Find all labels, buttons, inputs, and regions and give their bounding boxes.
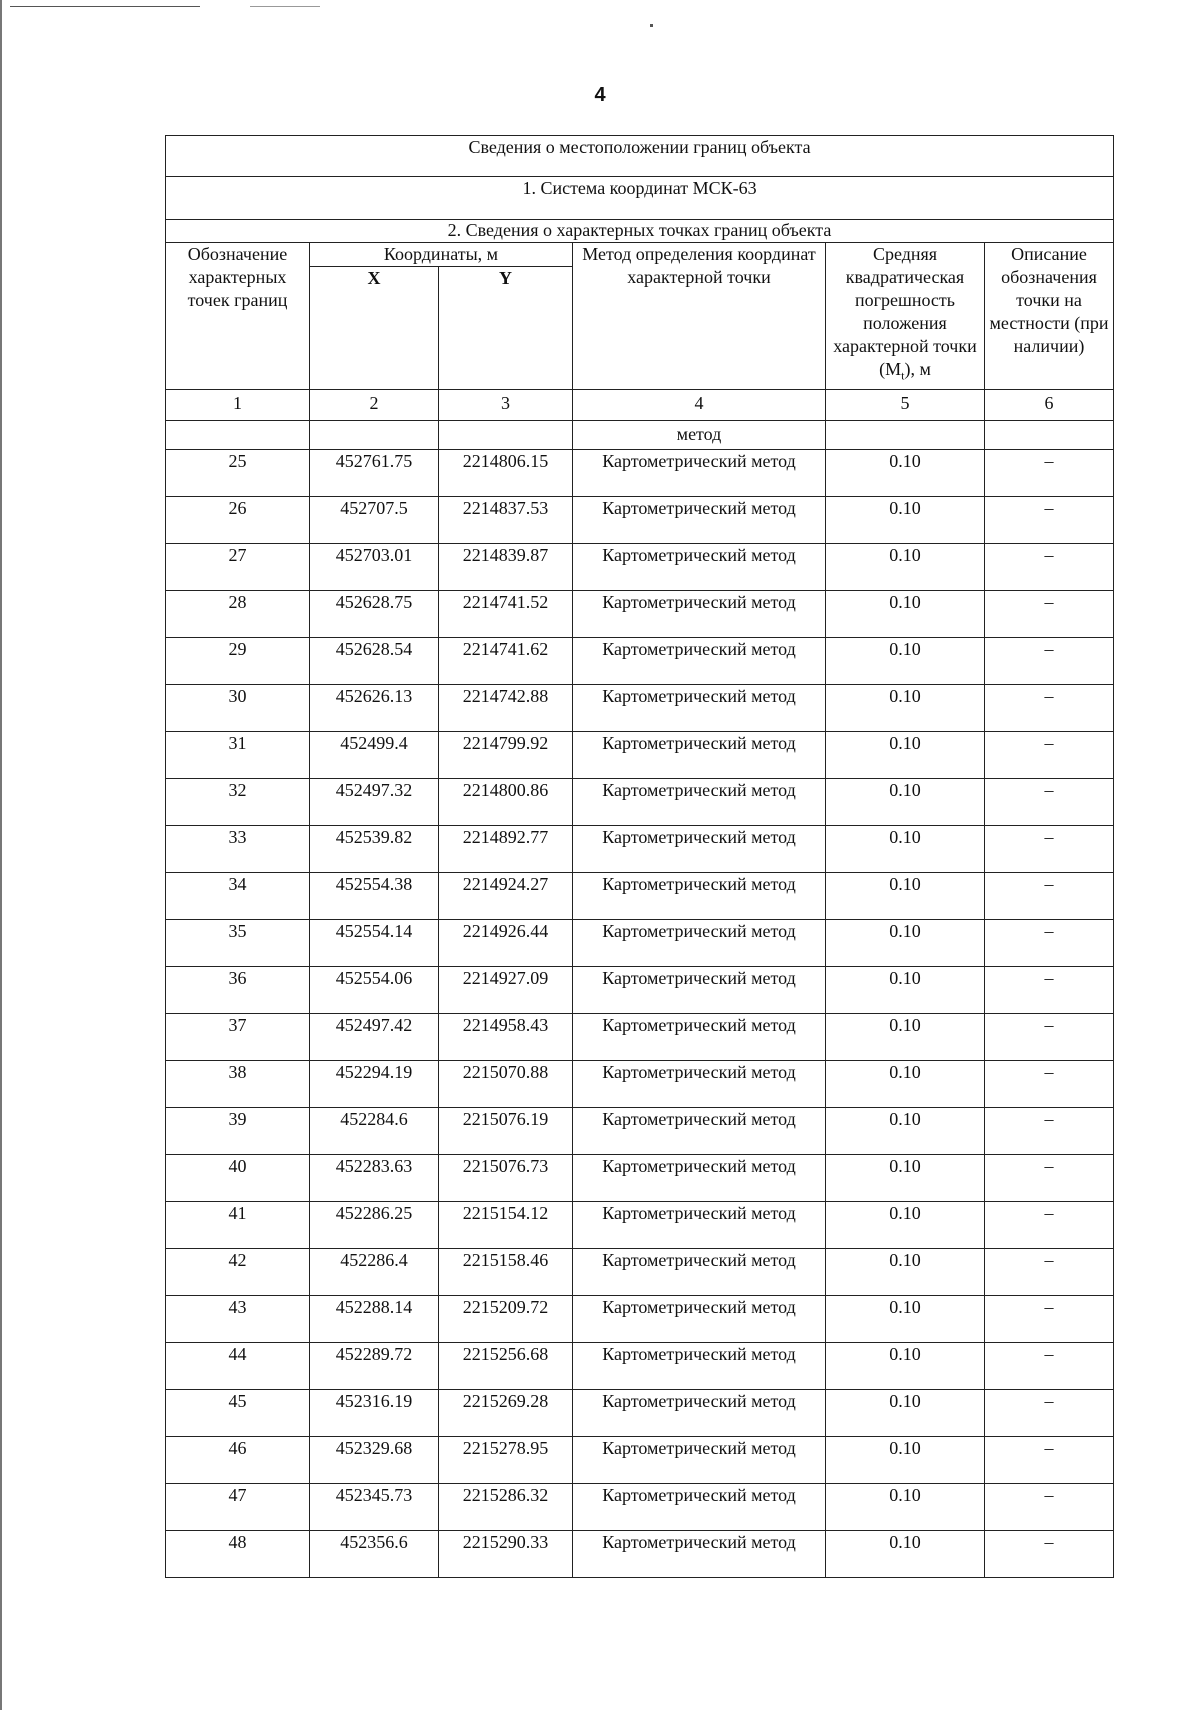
x-coordinate-cell: 452356.6 [310, 1531, 439, 1578]
method-cell: Картометрический метод [573, 779, 826, 826]
point-id-cell: 27 [166, 544, 310, 591]
y-coordinate-cell: 2215076.19 [439, 1108, 573, 1155]
table-row [166, 497, 1114, 544]
method-cell: Картометрический метод [573, 920, 826, 967]
method-cell: Картометрический метод [573, 1296, 826, 1343]
scan-top-mark-2 [250, 6, 320, 7]
description-cell: – [985, 638, 1114, 685]
description-cell: – [985, 1531, 1114, 1578]
error-cell: 0.10 [826, 1014, 985, 1061]
x-coordinate-cell: 452286.4 [310, 1249, 439, 1296]
y-coordinate-cell: 2214924.27 [439, 873, 573, 920]
y-coordinate-cell: 2214806.15 [439, 450, 573, 497]
error-cell: 0.10 [826, 544, 985, 591]
method-cell: Картометрический метод [573, 544, 826, 591]
table-row [166, 450, 1114, 497]
y-coordinate-cell: 2214927.09 [439, 967, 573, 1014]
point-id-cell: 38 [166, 1061, 310, 1108]
point-id-cell: 47 [166, 1484, 310, 1531]
y-coordinate-cell: 2214958.43 [439, 1014, 573, 1061]
y-coordinate-cell: 2215070.88 [439, 1061, 573, 1108]
description-cell: – [985, 1014, 1114, 1061]
error-cell: 0.10 [826, 1108, 985, 1155]
table-row [166, 1249, 1114, 1296]
point-id-cell: 36 [166, 967, 310, 1014]
method-cell: Картометрический метод [573, 1249, 826, 1296]
y-coordinate-cell: 2214741.62 [439, 638, 573, 685]
scan-edge-line [0, 0, 2, 1710]
description-cell: – [985, 1484, 1114, 1531]
error-cell: 0.10 [826, 920, 985, 967]
y-coordinate-cell: 2215076.73 [439, 1155, 573, 1202]
description-cell: – [985, 1061, 1114, 1108]
method-cell: Картометрический метод [573, 732, 826, 779]
description-cell: – [985, 1108, 1114, 1155]
point-id-cell: 44 [166, 1343, 310, 1390]
header-y: Y [439, 267, 573, 390]
error-cell: 0.10 [826, 1061, 985, 1108]
column-number: 6 [985, 390, 1114, 421]
description-cell: – [985, 779, 1114, 826]
point-id-cell: 31 [166, 732, 310, 779]
x-coordinate-cell: 452628.54 [310, 638, 439, 685]
scan-dot [650, 24, 653, 27]
table-row [166, 1343, 1114, 1390]
x-coordinate-cell: 452626.13 [310, 685, 439, 732]
x-coordinate-cell: 452289.72 [310, 1343, 439, 1390]
x-coordinate-cell: 452294.19 [310, 1061, 439, 1108]
method-cell: Картометрический метод [573, 1437, 826, 1484]
table-row [166, 967, 1114, 1014]
method-cell: Картометрический метод [573, 873, 826, 920]
point-id-cell: 43 [166, 1296, 310, 1343]
description-cell: – [985, 1437, 1114, 1484]
continuation-cell [310, 421, 439, 450]
continuation-cell [166, 421, 310, 450]
continuation-cell [439, 421, 573, 450]
description-cell: – [985, 873, 1114, 920]
section-heading: 2. Сведения о характерных точках границ объекта [166, 220, 1114, 243]
table-row [166, 1108, 1114, 1155]
x-coordinate-cell: 452288.14 [310, 1296, 439, 1343]
continuation-cell [826, 421, 985, 450]
column-numbers-row [166, 390, 1114, 421]
x-coordinate-cell: 452283.63 [310, 1155, 439, 1202]
error-cell: 0.10 [826, 967, 985, 1014]
column-number: 2 [310, 390, 439, 421]
header-x: X [310, 267, 439, 390]
y-coordinate-cell: 2214926.44 [439, 920, 573, 967]
error-cell: 0.10 [826, 732, 985, 779]
header-designation: Обозначение характерных точек границ [166, 243, 310, 390]
error-cell: 0.10 [826, 685, 985, 732]
description-cell: – [985, 1249, 1114, 1296]
header-error-subscript: t [901, 368, 905, 383]
method-cell: Картометрический метод [573, 1531, 826, 1578]
header-method: Метод определения координат характерной точки [573, 243, 826, 390]
error-cell: 0.10 [826, 591, 985, 638]
point-id-cell: 45 [166, 1390, 310, 1437]
column-number: 3 [439, 390, 573, 421]
x-coordinate-cell: 452539.82 [310, 826, 439, 873]
x-coordinate-cell: 452286.25 [310, 1202, 439, 1249]
table-row [166, 779, 1114, 826]
page-number: 4 [594, 84, 606, 106]
table-row [166, 1484, 1114, 1531]
x-coordinate-cell: 452628.75 [310, 591, 439, 638]
error-cell: 0.10 [826, 826, 985, 873]
description-cell: – [985, 544, 1114, 591]
error-cell: 0.10 [826, 873, 985, 920]
point-id-cell: 29 [166, 638, 310, 685]
method-cell: Картометрический метод [573, 450, 826, 497]
point-id-cell: 46 [166, 1437, 310, 1484]
method-cell: Картометрический метод [573, 1202, 826, 1249]
x-coordinate-cell: 452499.4 [310, 732, 439, 779]
point-id-cell: 28 [166, 591, 310, 638]
table-row [166, 1437, 1114, 1484]
table-row [166, 1061, 1114, 1108]
x-coordinate-cell: 452761.75 [310, 450, 439, 497]
description-cell: – [985, 1202, 1114, 1249]
table-row [166, 638, 1114, 685]
x-coordinate-cell: 452554.06 [310, 967, 439, 1014]
y-coordinate-cell: 2214837.53 [439, 497, 573, 544]
table-row [166, 826, 1114, 873]
x-coordinate-cell: 452703.01 [310, 544, 439, 591]
description-cell: – [985, 1296, 1114, 1343]
table-row [166, 1014, 1114, 1061]
table-row [166, 920, 1114, 967]
description-cell: – [985, 1343, 1114, 1390]
point-id-cell: 39 [166, 1108, 310, 1155]
error-cell: 0.10 [826, 497, 985, 544]
x-coordinate-cell: 452345.73 [310, 1484, 439, 1531]
description-cell: – [985, 732, 1114, 779]
x-coordinate-cell: 452284.6 [310, 1108, 439, 1155]
y-coordinate-cell: 2215209.72 [439, 1296, 573, 1343]
y-coordinate-cell: 2214892.77 [439, 826, 573, 873]
method-cell: Картометрический метод [573, 1155, 826, 1202]
description-cell: – [985, 920, 1114, 967]
method-cell: Картометрический метод [573, 497, 826, 544]
error-cell: 0.10 [826, 779, 985, 826]
error-cell: 0.10 [826, 1390, 985, 1437]
error-cell: 0.10 [826, 638, 985, 685]
coordinate-system: 1. Система координат МСК-63 [166, 177, 1114, 220]
description-cell: – [985, 497, 1114, 544]
method-cell: Картометрический метод [573, 638, 826, 685]
method-cell: Картометрический метод [573, 1484, 826, 1531]
method-cell: Картометрический метод [573, 967, 826, 1014]
table-row [166, 1155, 1114, 1202]
x-coordinate-cell: 452329.68 [310, 1437, 439, 1484]
description-cell: – [985, 685, 1114, 732]
error-cell: 0.10 [826, 1531, 985, 1578]
table-row [166, 544, 1114, 591]
description-cell: – [985, 450, 1114, 497]
error-cell: 0.10 [826, 1484, 985, 1531]
table-row [166, 591, 1114, 638]
column-number: 1 [166, 390, 310, 421]
description-cell: – [985, 591, 1114, 638]
continuation-method: метод [573, 421, 826, 450]
method-cell: Картометрический метод [573, 591, 826, 638]
method-cell: Картометрический метод [573, 1390, 826, 1437]
y-coordinate-cell: 2215286.32 [439, 1484, 573, 1531]
point-id-cell: 41 [166, 1202, 310, 1249]
header-coordinates: Координаты, м [310, 243, 573, 267]
y-coordinate-cell: 2214839.87 [439, 544, 573, 591]
method-cell: Картометрический метод [573, 685, 826, 732]
y-coordinate-cell: 2214741.52 [439, 591, 573, 638]
y-coordinate-cell: 2215278.95 [439, 1437, 573, 1484]
y-coordinate-cell: 2215154.12 [439, 1202, 573, 1249]
error-cell: 0.10 [826, 1437, 985, 1484]
table-row [166, 873, 1114, 920]
table-row [166, 1531, 1114, 1578]
point-id-cell: 26 [166, 497, 310, 544]
table-title: Сведения о местоположении границ объекта [166, 136, 1114, 177]
point-id-cell: 34 [166, 873, 310, 920]
error-cell: 0.10 [826, 1296, 985, 1343]
table-row [166, 1390, 1114, 1437]
description-cell: – [985, 826, 1114, 873]
point-id-cell: 33 [166, 826, 310, 873]
point-id-cell: 32 [166, 779, 310, 826]
header-description: Описание обозначения точки на местности (при наличии) [985, 243, 1114, 390]
boundary-coordinates-table [165, 135, 1114, 1578]
x-coordinate-cell: 452554.38 [310, 873, 439, 920]
table-row [166, 732, 1114, 779]
method-cell: Картометрический метод [573, 1014, 826, 1061]
column-number: 5 [826, 390, 985, 421]
scan-top-mark [10, 6, 200, 7]
point-id-cell: 48 [166, 1531, 310, 1578]
y-coordinate-cell: 2215290.33 [439, 1531, 573, 1578]
y-coordinate-cell: 2214800.86 [439, 779, 573, 826]
description-cell: – [985, 1155, 1114, 1202]
table-row [166, 685, 1114, 732]
error-cell: 0.10 [826, 450, 985, 497]
column-number: 4 [573, 390, 826, 421]
error-cell: 0.10 [826, 1155, 985, 1202]
y-coordinate-cell: 2215158.46 [439, 1249, 573, 1296]
x-coordinate-cell: 452497.42 [310, 1014, 439, 1061]
point-id-cell: 35 [166, 920, 310, 967]
point-id-cell: 37 [166, 1014, 310, 1061]
point-id-cell: 30 [166, 685, 310, 732]
table-row [166, 1202, 1114, 1249]
x-coordinate-cell: 452707.5 [310, 497, 439, 544]
y-coordinate-cell: 2215256.68 [439, 1343, 573, 1390]
table-row [166, 1296, 1114, 1343]
point-id-cell: 42 [166, 1249, 310, 1296]
error-cell: 0.10 [826, 1249, 985, 1296]
y-coordinate-cell: 2215269.28 [439, 1390, 573, 1437]
continuation-row [166, 421, 1114, 450]
point-id-cell: 40 [166, 1155, 310, 1202]
method-cell: Картометрический метод [573, 1343, 826, 1390]
continuation-cell [985, 421, 1114, 450]
method-cell: Картометрический метод [573, 826, 826, 873]
y-coordinate-cell: 2214799.92 [439, 732, 573, 779]
error-cell: 0.10 [826, 1202, 985, 1249]
y-coordinate-cell: 2214742.88 [439, 685, 573, 732]
point-id-cell: 25 [166, 450, 310, 497]
method-cell: Картометрический метод [573, 1108, 826, 1155]
method-cell: Картометрический метод [573, 1061, 826, 1108]
x-coordinate-cell: 452497.32 [310, 779, 439, 826]
error-cell: 0.10 [826, 1343, 985, 1390]
header-error-text: Средняя квадратическая погрешность положения характерной точки (M [833, 244, 977, 379]
description-cell: – [985, 1390, 1114, 1437]
x-coordinate-cell: 452316.19 [310, 1390, 439, 1437]
description-cell: – [985, 967, 1114, 1014]
header-error [826, 243, 985, 390]
header-error-unit: ), м [904, 359, 931, 379]
x-coordinate-cell: 452554.14 [310, 920, 439, 967]
